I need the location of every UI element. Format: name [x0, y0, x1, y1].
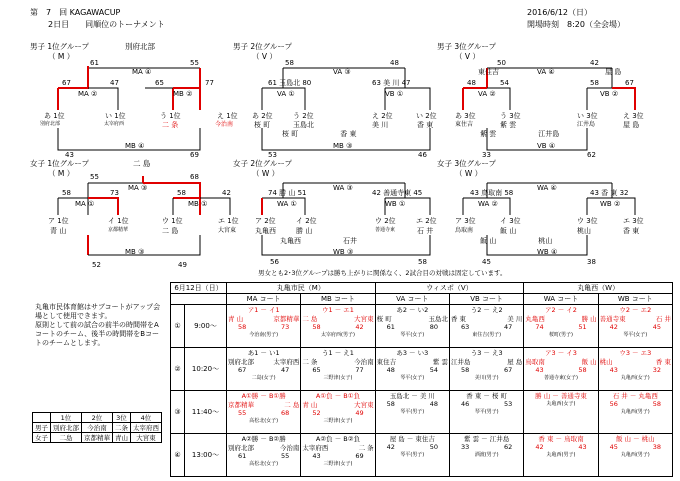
match-scores: 45 38: [609, 443, 661, 451]
match-teams: 善通寺東 石 井: [599, 315, 671, 323]
match-scores: 52 49: [312, 409, 364, 417]
m3-t2n: 紫 雲: [500, 121, 517, 129]
match-pairing: A①勝 － B①勝: [241, 392, 286, 400]
match-cell: [524, 434, 598, 477]
f3-left-l: 43 鳥取南 58: [470, 189, 514, 197]
m3-t4: え 3位: [623, 112, 644, 120]
m3-bot-r: 62: [587, 151, 596, 159]
match-pairing: う3 － え3: [470, 349, 503, 357]
f1-right: MB ①: [188, 200, 208, 208]
match-cell: [449, 348, 523, 391]
f2-t4n: 石 井: [417, 227, 434, 235]
m3-title: 男子 3位グループ: [437, 42, 497, 51]
m1-left: MA ②: [78, 90, 98, 98]
ranking-cell: 青山: [113, 433, 131, 443]
match-scores: 58 42: [312, 323, 364, 331]
referee-team: 琴平(男子): [474, 409, 499, 415]
referee-team: 二島(女子): [251, 375, 276, 381]
schedule-row: [171, 434, 673, 477]
ranking-header: 2位: [82, 413, 113, 423]
referee-team: 丸亀西(男子): [546, 452, 576, 458]
f2-t3n: 善通寺東: [375, 227, 396, 233]
f1-right-r: 42: [222, 189, 231, 197]
match-scores: 61 55: [238, 452, 290, 460]
match-cell: [524, 305, 598, 348]
ranking-header: [33, 413, 51, 423]
match-pairing: 勝 山 － 善通寺東: [535, 392, 587, 400]
match-teams: 青 山 大宮東: [302, 401, 374, 409]
f2-court: （ W ）: [252, 169, 280, 178]
match-teams: 二 条 今治南: [302, 358, 374, 366]
match-cell: [375, 391, 449, 434]
f3-right: WB ②: [600, 200, 621, 208]
f3-left: WA ②: [478, 200, 498, 208]
court-header: VB コート: [449, 294, 523, 305]
match-cell: [375, 434, 449, 477]
m2-t2n: 玉島北: [293, 121, 314, 129]
match-scores: 42 45: [609, 323, 661, 331]
referee-team: 丸亀西(女子): [546, 401, 576, 407]
m2-t1: あ 2位: [252, 112, 273, 120]
referee-team: 三野津(女子): [323, 461, 353, 467]
schedule-row: [171, 348, 673, 391]
match-scores: 67 47: [238, 366, 290, 374]
m3-bot: VB ④: [537, 142, 556, 150]
m1-t3: う 1位: [160, 112, 181, 120]
match-cell: [301, 348, 375, 391]
m1-court: （ M ）: [48, 52, 75, 61]
venue-m: 丸亀市民（M）: [227, 283, 376, 294]
m2-top: VA ③: [333, 68, 351, 76]
m1-t2: い 1位: [105, 112, 126, 120]
f2-bot: WB ③: [333, 248, 354, 256]
m1-top: MA ④: [132, 68, 152, 76]
m3-court: （ V ）: [455, 52, 480, 61]
match-cell: [449, 305, 523, 348]
f2-bot-l: 56: [270, 258, 279, 266]
referee-team: 善通寺東(女子): [544, 375, 578, 381]
f1-t4n: 大宮東: [218, 227, 237, 234]
match-pairing: う2 － え2: [470, 306, 503, 314]
match-pairing: ア3 － イ3: [545, 349, 577, 357]
match-scores: 43 32: [609, 366, 661, 374]
m3-right: VB ②: [600, 90, 619, 98]
m1-t3n: 二 条: [162, 121, 179, 129]
m3-left-r: 54: [500, 79, 509, 87]
schedule-row: [171, 305, 673, 348]
ranking-cell: 京都精華: [82, 433, 113, 443]
f3-t1n: 鳥取南: [455, 227, 474, 234]
m2-t3n: 美 川: [372, 121, 389, 129]
match-cell: [227, 348, 301, 391]
match-pairing: あ3 － い3: [396, 349, 429, 357]
f3-title: 女子 3位グループ: [437, 159, 497, 168]
m2-t4n: 香 東: [417, 121, 434, 129]
ranking-cell: 今治南: [82, 423, 113, 433]
m3-top-r: 42: [590, 59, 599, 67]
match-cell: [301, 391, 375, 434]
match-scores: 43 58: [535, 366, 587, 374]
referee-team: 琴平(女子): [623, 332, 648, 338]
f1-t2: イ 1位: [108, 217, 129, 225]
m2-t2: う 2位: [293, 112, 314, 120]
ranking-table: [32, 412, 162, 443]
m2-t4: い 2位: [416, 112, 437, 120]
m3-t1n: 東住吉: [455, 121, 474, 128]
m3-bot-names: 紫 雲 江井島: [480, 130, 560, 138]
f1-left-r: 73: [110, 189, 119, 197]
referee-team: 東住吉(男子): [472, 332, 502, 338]
match-teams: 桜 町 玉島北: [376, 315, 448, 323]
match-pairing: A①負 － B①負: [315, 392, 361, 400]
f3-t1: ア 3位: [455, 217, 476, 225]
m3-left: VA ②: [478, 90, 496, 98]
match-pairing: ア2 － イ2: [545, 306, 577, 314]
f1-title: 女子 1位グループ: [30, 159, 90, 168]
f1-top-r: 68: [190, 173, 199, 181]
m3-left-l: 48: [467, 79, 476, 87]
ranking-cell: 大宮東: [131, 433, 162, 443]
match-pairing: 香 東 － 桜 町: [466, 392, 508, 400]
ranking-header: 4位: [131, 413, 162, 423]
m2-top-r: 48: [390, 59, 399, 67]
m2-right-l: 63 美 川 47: [372, 79, 411, 87]
match-pairing: あ2 － い2: [396, 306, 429, 314]
ranking-header: 1位: [51, 413, 82, 423]
referee-team: 三野津(女子): [323, 375, 353, 381]
m1-right-r: 77: [205, 79, 214, 87]
referee-team: 美川(男子): [474, 375, 499, 381]
tournament-subtitle: 2日目 同順位のトーナメント: [48, 20, 165, 29]
m1-left-r: 47: [110, 79, 119, 87]
referee-team: 高松北(女子): [249, 418, 279, 424]
court-header: MB コート: [301, 294, 375, 305]
match-teams: 別府北部 今治南: [228, 444, 300, 452]
referee-team: 琴平(女子): [400, 332, 425, 338]
game-number: ①: [171, 305, 185, 348]
m2-left: VA ①: [277, 90, 295, 98]
match-teams: 東住吉 紫 雲: [376, 358, 448, 366]
m1-t1n: 別府北部: [40, 121, 61, 127]
court-header: MA コート: [227, 294, 301, 305]
f1-bot-r: 49: [178, 261, 187, 269]
m3-t1: あ 3位: [455, 112, 476, 120]
match-teams: 京都精華 二 島: [228, 401, 300, 409]
match-pairing: ア1 － イ1: [247, 306, 280, 314]
match-scores: 74 51: [535, 323, 587, 331]
m1-t1: あ 1位: [44, 112, 65, 120]
ranking-label: 男子: [33, 423, 51, 433]
court-header-blank: [171, 294, 227, 305]
f1-t2n: 京都精華: [108, 227, 129, 233]
match-cell: [524, 391, 598, 434]
m3-t3: い 3位: [577, 112, 598, 120]
f1-court: （ M ）: [48, 169, 75, 178]
match-scores: 48 54: [386, 366, 438, 374]
m2-court: （ V ）: [252, 52, 277, 61]
m2-t3: え 2位: [372, 112, 393, 120]
f1-t3: ウ 1位: [162, 217, 183, 225]
m3-top-n1: 東住吉: [478, 68, 499, 76]
f3-bot-names: 飯 山 桃山: [480, 237, 553, 245]
ranking-cell: 二島: [51, 433, 82, 443]
match-scores: 43 69: [312, 452, 364, 460]
f3-bot-l: 45: [482, 258, 491, 266]
referee-team: 琴平(女子): [400, 375, 425, 381]
referee-team: 今治南(男子): [249, 332, 279, 338]
match-cell: [598, 391, 672, 434]
match-cell: [449, 391, 523, 434]
venue-v: ウィスポ（V）: [375, 283, 524, 294]
f1-t4: エ 1位: [218, 217, 239, 225]
game-time: 10:20～: [185, 348, 227, 391]
match-scores: 42 50: [386, 443, 438, 451]
f1-t1n: 青 山: [50, 227, 67, 235]
referee-team: 桜町(男子): [549, 332, 573, 338]
f2-left-l: 74 勝 山 51: [268, 189, 307, 197]
m3-t4n: 屋 島: [623, 121, 640, 129]
match-scores: 65 77: [312, 366, 364, 374]
match-scores: 63 47: [460, 323, 513, 331]
game-number: ③: [171, 391, 185, 434]
referee-team: 酒渡(男子): [474, 452, 499, 458]
match-scores: 61 80: [386, 323, 438, 331]
referee-team: 三野津(女子): [323, 418, 353, 424]
match-pairing: 屋 島 － 東住吉: [389, 435, 435, 443]
f3-t3n: 桃山: [577, 227, 591, 235]
match-cell: [301, 305, 375, 348]
f2-t1n: 丸亀西: [255, 227, 276, 235]
f1-bot: MB ③: [125, 248, 145, 256]
match-pairing: A②勝 － B②勝: [241, 435, 286, 443]
match-teams: 二 島 大宮東: [302, 315, 374, 323]
match-pairing: ウ3 － エ3: [619, 349, 652, 357]
f1-left-l: 58: [62, 189, 71, 197]
ranking-cell: 別府北部: [51, 423, 82, 433]
m1-right-l: 65: [155, 79, 164, 87]
m3-bot-l: 33: [482, 151, 491, 159]
f1-t3n: 二 島: [162, 227, 179, 235]
match-pairing: ウ2 － エ2: [619, 306, 652, 314]
referee-team: 琴平(男子): [400, 452, 425, 458]
match-scores: 56 58: [609, 400, 661, 408]
match-cell: [227, 391, 301, 434]
f3-right-l: 43 香 東 32: [590, 189, 629, 197]
match-pairing: A②負 － B②負: [315, 435, 361, 443]
match-teams: 太宰府西 二 条: [302, 444, 374, 452]
f3-top: WA ④: [537, 184, 557, 192]
m2-bot-r: 46: [418, 151, 427, 159]
m2-top-l: 58: [285, 59, 294, 67]
m3-top-l: 50: [497, 59, 506, 67]
match-scores: 46 53: [460, 400, 513, 408]
game-number: ④: [171, 434, 185, 477]
match-cell: [598, 305, 672, 348]
match-cell: [524, 348, 598, 391]
schedule-date: 6月12日（日）: [171, 283, 227, 294]
match-teams: 丸亀西 勝 山: [525, 315, 597, 323]
tournament-title: 第 7 回 KAGAWACUP: [30, 8, 121, 17]
f1-bot-l: 52: [92, 261, 101, 269]
match-scores: 58 67: [460, 366, 513, 374]
m2-left-l: 61 玉島北 80: [268, 79, 312, 87]
match-cell: [598, 434, 672, 477]
referee-team: 太宰府西(男子): [321, 332, 355, 338]
match-teams: 青 山 京都精華: [228, 315, 300, 323]
m2-t1n: 桜 町: [254, 121, 271, 129]
m2-right: VB ①: [385, 90, 404, 98]
match-scores: 42 43: [535, 443, 587, 451]
schedule-table: [170, 282, 673, 477]
f2-right-l: 42 善通寺東 45: [372, 189, 423, 197]
match-teams: 香 東 美 川: [450, 315, 523, 323]
match-pairing: ウ1 － エ1: [322, 306, 354, 314]
ranking-header: 3位: [113, 413, 131, 423]
ranking-cell: 二条: [113, 423, 131, 433]
m2-bot: MB ③: [333, 142, 353, 150]
match-scores: 58 73: [238, 323, 290, 331]
match-cell: [375, 348, 449, 391]
referee-team: 高松北(女子): [249, 461, 279, 467]
match-cell: [301, 434, 375, 477]
match-teams: 江井島 屋 島: [450, 358, 523, 366]
match-scores: 33 62: [460, 443, 513, 451]
m1-top-l: 61: [90, 59, 99, 67]
f3-t3: ウ 3位: [577, 217, 598, 225]
match-cell: [598, 348, 672, 391]
game-time: 9:00～: [185, 305, 227, 348]
ranking-cell: 太宰府西: [131, 423, 162, 433]
f2-bot-r: 58: [418, 258, 427, 266]
f2-title: 女子 2位グループ: [233, 159, 293, 168]
f2-left: WA ①: [277, 200, 297, 208]
match-pairing: 飯 山 － 桃山: [615, 435, 655, 443]
f2-t2n: 勝 山: [296, 227, 313, 235]
m1-t4: え 1位: [217, 112, 238, 120]
m2-bot-l: 53: [268, 151, 277, 159]
f1-winner: 二 島: [133, 159, 151, 168]
m3-top: VA ④: [537, 68, 555, 76]
f2-bot-names: 丸亀西 石井: [280, 237, 357, 245]
match-teams: 桃山 香 東: [599, 358, 671, 366]
ranking-label: 女子: [33, 433, 51, 443]
schedule-row: [171, 391, 673, 434]
m3-t3n: 江井島: [577, 121, 596, 128]
match-scores: 55 68: [238, 409, 290, 417]
match-cell: [227, 305, 301, 348]
referee-team: 丸亀西(女子): [620, 375, 650, 381]
venue-note: 丸亀市民体育館はサブコートがアップ会場として使用できます。 原則として前の試合の前半の時間帯をAコートのチーム、後半の時間帯をBコートのチームとします。: [35, 303, 161, 347]
match-cell: [449, 434, 523, 477]
m1-t4n: 今治南: [215, 121, 234, 128]
m2-title: 男子 2位グループ: [233, 42, 293, 51]
m3-t2: う 3位: [500, 112, 521, 120]
f1-left: MA ①: [75, 200, 95, 208]
m1-right: MB ②: [173, 90, 193, 98]
match-teams: 別府北部 太宰府西: [228, 358, 300, 366]
m2-bot-names: 桜 町 香 東: [282, 130, 357, 138]
match-pairing: 石 井 － 丸亀西: [612, 392, 658, 400]
m1-bot-l: 43: [65, 151, 74, 159]
f1-right-l: 58: [177, 189, 186, 197]
match-pairing: う1 － え1: [322, 349, 354, 357]
f3-bot-r: 38: [587, 258, 596, 266]
f1-top: MA ③: [128, 184, 148, 192]
f1-top-l: 55: [90, 173, 99, 181]
court-header: WA コート: [524, 294, 598, 305]
referee-team: 琴平(男子): [400, 409, 425, 415]
f2-top: WA ③: [333, 184, 353, 192]
schedule-remark: 男女とも2･3位グループは勝ち上がりに関係なく、2試合目の対戦は固定しています。: [258, 269, 507, 277]
f2-t3: ウ 2位: [375, 217, 396, 225]
match-cell: [375, 305, 449, 348]
f3-t4n: 香 東: [623, 227, 640, 235]
m1-bot-r: 69: [190, 151, 199, 159]
f1-t1: ア 1位: [48, 217, 69, 225]
match-pairing: あ1 － い1: [247, 349, 280, 357]
f3-court: （ W ）: [455, 169, 483, 178]
game-number: ②: [171, 348, 185, 391]
f2-right: WB ①: [385, 200, 406, 208]
f3-t4: エ 3位: [623, 217, 644, 225]
match-pairing: 玉島北 － 美 川: [389, 392, 435, 400]
venue-w: 丸亀西（W）: [524, 283, 673, 294]
event-date: 2016/6/12（日）: [527, 8, 593, 17]
game-time: 13:00～: [185, 434, 227, 477]
match-pairing: 香 東 － 鳥取南: [538, 435, 584, 443]
m3-right-r: 67: [625, 79, 634, 87]
referee-team: 丸亀西(男子): [620, 409, 650, 415]
start-time: 開場時刻 8:20（全会場）: [527, 20, 625, 29]
f2-t1: ア 2位: [255, 217, 276, 225]
f3-bot: WB ④: [537, 248, 558, 256]
m1-title: 男子 1位グループ: [30, 42, 90, 51]
match-cell: [227, 434, 301, 477]
game-time: 11:40～: [185, 391, 227, 434]
m1-left-l: 67: [62, 79, 71, 87]
m1-t2n: 太宰府西: [104, 121, 125, 127]
m3-top-n2: 屋 島: [605, 68, 622, 76]
court-header: WB コート: [598, 294, 672, 305]
referee-team: 丸亀西(男子): [620, 452, 650, 458]
match-pairing: 紫 雲 － 江井島: [464, 435, 510, 443]
m1-winner: 別府北部: [125, 42, 155, 51]
match-teams: 鳥取南 飯 山: [525, 358, 597, 366]
f3-t2: イ 3位: [500, 217, 521, 225]
court-header: VA コート: [375, 294, 449, 305]
m3-right-l: 58: [590, 79, 599, 87]
f2-t4: エ 2位: [416, 217, 437, 225]
f2-t2: イ 2位: [296, 217, 317, 225]
match-scores: 58 48: [386, 400, 438, 408]
m1-top-r: 55: [190, 59, 199, 67]
m1-bot: MB ④: [125, 142, 145, 150]
f3-t2n: 飯 山: [500, 227, 517, 235]
